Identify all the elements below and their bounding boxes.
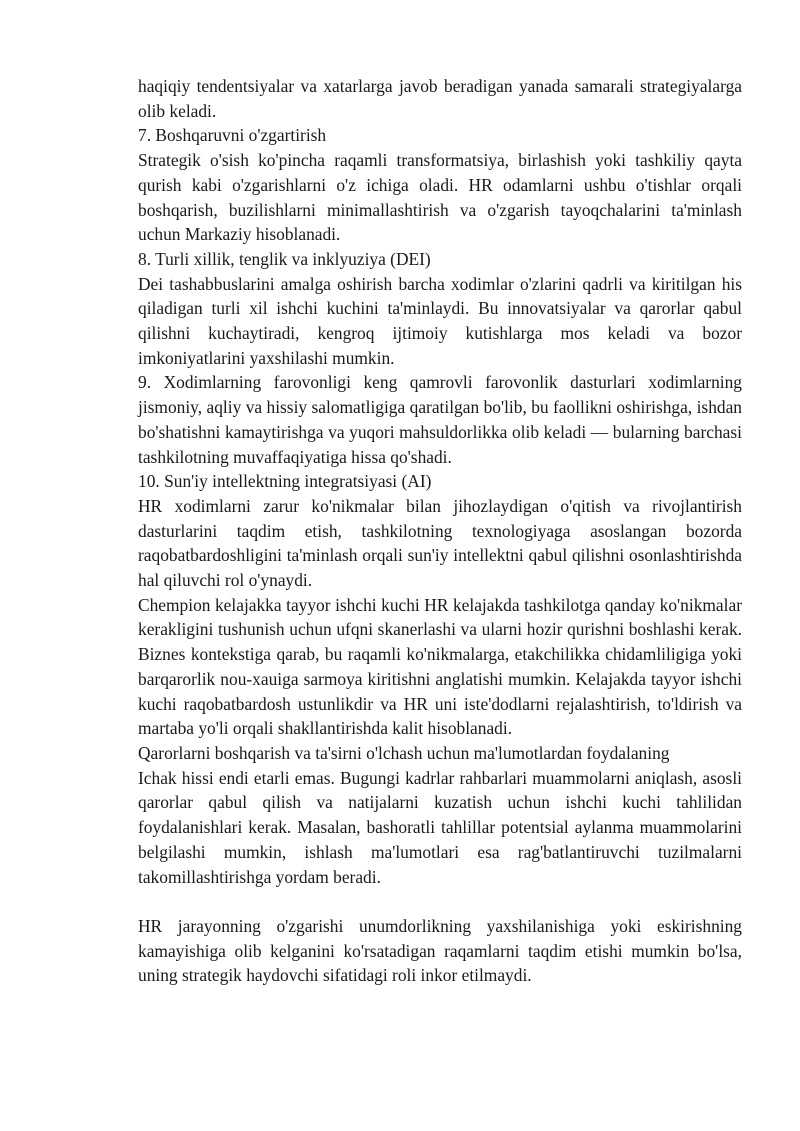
- paragraph-data-decisions: Ichak hissi endi etarli emas. Bugungi kadrlar rahbarlari muammolarni aniqlash, asosli qarorlar qabul qilish va natijalarni kuzatish uchun ishchi kuchi tahlilidan foydalanishlari kerak. Masalan, bashoratli tahlillar potentsial aylanma muammolarini belgilashi mumkin, ishlash ma'lumotlari esa rag'batlantiruvchi tuzilmalarni takomillashtirishga yordam beradi.: [138, 767, 742, 887]
- paragraph-ai-integration: HR xodimlarni zarur ko'nikmalar bilan jihozlaydigan o'qitish va rivojlantirish dasturlarini taqdim etish, tashkilotning texnologiyaga asoslangan bozorda raqobatbardoshligini ta'minlash orqali sun'iy intellektni qabul qilishni osonlashtirishda hal qiluvchi rol o'ynaydi.: [138, 495, 742, 591]
- section-heading-dei: 8. Turli xillik, tenglik va inklyuziya (DEI): [138, 248, 431, 269]
- paragraph-dei: Dei tashabbuslarini amalga oshirish barcha xodimlar o'zlarini qadrli va kiritilgan his qiladigan turli xil ishchi kuchini ta'minlaydi. Bu innovatsiyalar va qarorlar qabul qilishni kuchaytiradi, kengroq ijtimoiy kutishlarga mos keladi va bozor imkoniyatlarini yaxshilashi mumkin.: [138, 273, 742, 368]
- section-heading-change-management: 7. Boshqaruvni o'zgartirish: [138, 125, 327, 146]
- section-heading-data-decisions: Qarorlarni boshqarish va ta'sirni o'lchash uchun ma'lumotlardan foydalaning: [138, 742, 670, 763]
- paragraph-employee-wellbeing: 9. Xodimlarning farovonligi keng qamrovli farovonlik dasturlari xodimlarning jismoniy, aqliy va hissiy salomatligiga qaratilgan bo'lib, bu faollikni oshirishga, ishdan bo'shatishni kamaytirishga va yuqori mahsuldorlikka olib keladi — bularning barchasi tashkilotning muvaffaqiyatiga hissa qo'shadi.: [138, 372, 742, 467]
- paragraph-change-management: Strategik o'sish ko'pincha raqamli transformatsiya, birlashish yoki tashkiliy qayta qurish kabi o'zgarishlarni o'z ichiga oladi. HR odamlarni ushbu o'tishlar orqali boshqarish, buzilishlarni minimallashtirish va o'zgarish tayoqchalarini ta'minlash uchun Markaziy hisoblanadi.: [138, 150, 742, 245]
- document-body: [138, 74, 742, 988]
- section-heading-ai-integration: 10. Sun'iy intellektning integratsiyasi (AI): [138, 471, 432, 492]
- paragraph-continuation: haqiqiy tendentsiyalar va xatarlarga javob beradigan yanada samarali strategiyalarga olib keladi.: [138, 76, 742, 121]
- paragraph-strategic-role: HR jarayonning o'zgarishi unumdorlikning yaxshilanishiga yoki eskirishning kamayishiga olib kelganini ko'rsatadigan raqamlarni taqdim etishi mumkin bo'lsa, uning strategik haydovchi sifatidagi roli inkor etilmaydi.: [138, 915, 742, 986]
- blank-line: [138, 889, 742, 914]
- paragraph-future-workforce: Chempion kelajakka tayyor ishchi kuchi HR kelajakda tashkilotga qanday ko'nikmalar kerakligini tushunish uchun ufqni skanerlashi va ularni hozir qurishni boshlashi kerak. Biznes kontekstiga qarab, bu raqamli ko'nikmalarga, etakchilikka chidamliligiga yoki barqarorlik nou-xauiga sarmoya kiritishni anglatishi mumkin. Kelajakda tayyor ishchi kuchi raqobatbardosh ustunlikdir va HR uni iste'dodlarni rejalashtirish, to'ldirish va martaba yo'li orqali shakllantirishda kalit hisoblanadi.: [138, 594, 742, 739]
